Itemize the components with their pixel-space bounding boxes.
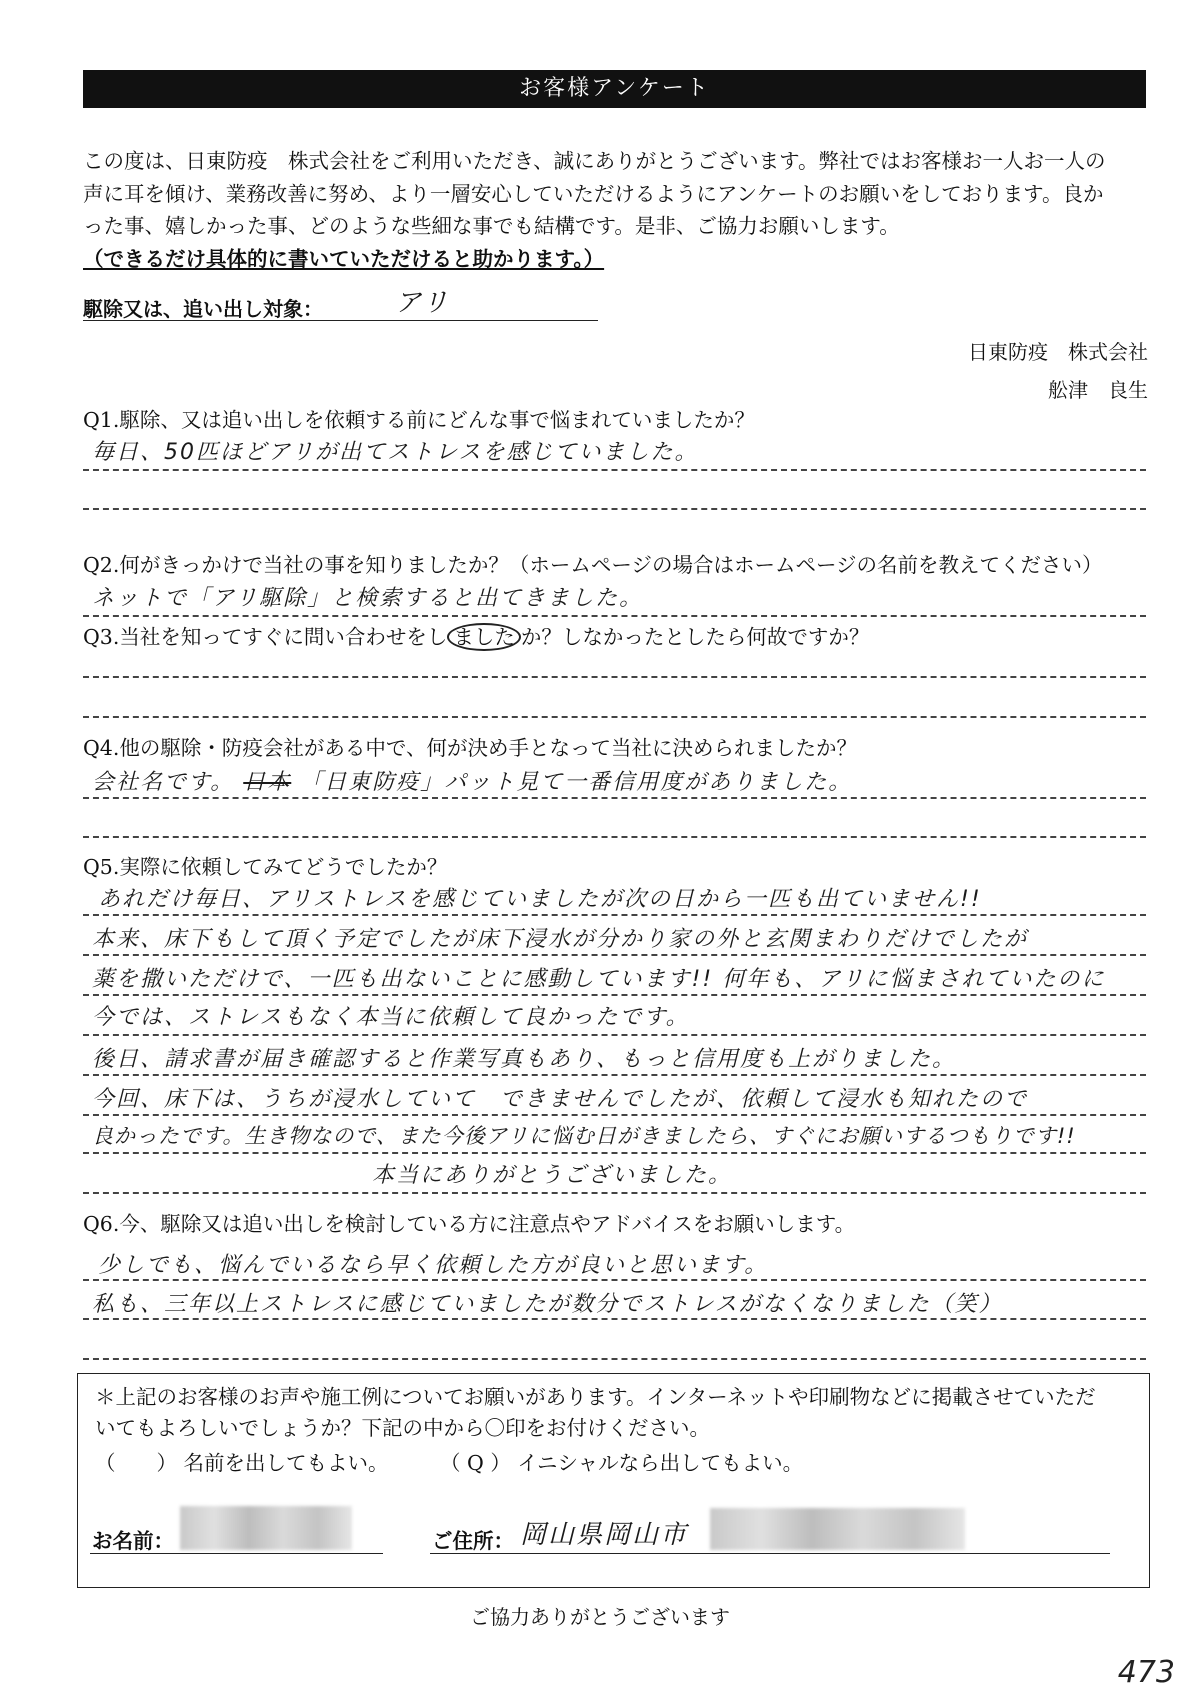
q5-answer-line: 今では、ストレスもなく本当に依頼して良かったです。 [92, 1005, 690, 1030]
q4-question: Q4.他の駆除・防疫会社がある中で、何が決め手となって当社に決められましたか？ [83, 736, 857, 760]
q2-answer: ネットで「アリ駆除」と検索すると出てきました。 [92, 586, 644, 611]
answer-line [83, 1034, 1146, 1036]
option-initial-mark[interactable]: （ Q ） [440, 1451, 511, 1475]
q4-answer-end: 「日東防疫」パット見て一番信用度がありました。 [300, 770, 853, 795]
answer-line [83, 954, 1146, 956]
answer-line [83, 615, 1146, 617]
q5-answer-line: 良かったです。生き物なので、また今後アリに悩む日がきましたら、すぐにお願いするつもりです!! [92, 1124, 1076, 1148]
q5-question: Q5.実際に依頼してみてどうでしたか？ [83, 855, 448, 879]
q1-answer: 毎日、50匹ほどアリが出てストレスを感じていました。 [92, 440, 699, 465]
q3-circled-answer: ました [447, 623, 521, 651]
target-label: 駆除又は、追い出し対象： [83, 297, 323, 321]
footer-thanks: ご協力ありがとうございます [470, 1605, 730, 1629]
option-name[interactable] [95, 1446, 389, 1476]
answer-line [83, 469, 1146, 471]
answer-line [83, 1074, 1146, 1076]
q3-question-end: か？しなかったとしたら何故ですか？ [520, 625, 870, 649]
answer-line [83, 914, 1146, 916]
q5-answer-line: 本来、床下もして頂く予定でしたが床下浸水が分かり家の外と玄関まわりだけでしたが [92, 927, 1029, 952]
q4-answer-struck: 日本 [243, 770, 292, 795]
address-underline [430, 1553, 1110, 1554]
answer-line [83, 1192, 1146, 1194]
q4-answer [92, 765, 852, 796]
q6-answer-line: 少しでも、悩んでいるなら早く依頼した方が良いと思います。 [98, 1253, 769, 1278]
survey-title: お客様アンケート [83, 70, 1146, 108]
consent-text [95, 1382, 1140, 1444]
option-name-mark[interactable]: （ ） [95, 1451, 177, 1475]
target-value: アリ [395, 288, 450, 318]
q5-answer-line: 本当にありがとうございました。 [372, 1163, 733, 1188]
option-initial[interactable] [440, 1446, 803, 1476]
intro-note: （できるだけ具体的に書いていただけると助かります。） [83, 246, 605, 271]
company-block [968, 333, 1148, 409]
name-label: お名前： [92, 1529, 174, 1553]
q5-answer-line: 薬を撒いただけで、一匹も出ないことに感動しています!! 何年も、アリに悩まされていたのに [92, 967, 1106, 992]
option-name-label: 名前を出してもよい。 [183, 1451, 389, 1475]
consent-line-1: ＊上記のお客様のお声や施工例についてお願いがあります。インターネットや印刷物などに掲載させていただ [95, 1385, 1096, 1409]
q6-question: Q6.今、駆除又は追い出しを検討している方に注意点やアドバイスをお願いします。 [83, 1212, 856, 1236]
answer-line [83, 716, 1146, 718]
company-person: 舩津 良生 [1048, 378, 1148, 402]
q6-answer-line: 私も、三年以上ストレスに感じていましたが数分でストレスがなくなりました（笑） [92, 1292, 1003, 1317]
answer-line [83, 1114, 1146, 1116]
answer-line [83, 1152, 1146, 1154]
answer-line [83, 676, 1146, 678]
q3-question-start: Q3.当社を知ってすぐに問い合わせをし [83, 625, 448, 649]
option-initial-label: イニシャルなら出してもよい。 [517, 1451, 804, 1475]
consent-line-2: いてもよろしいでしょうか？下記の中から〇印をお付けください。 [95, 1416, 710, 1440]
answer-line [83, 1318, 1146, 1320]
intro-line-3: った事、嬉しかった事、どのような些細な事でも結構です。是非、ご協力お願いします。 [83, 214, 900, 238]
page-number: 473 [1117, 1655, 1175, 1690]
name-underline [90, 1553, 383, 1554]
answer-line [83, 994, 1146, 996]
q3-question [83, 620, 869, 650]
answer-line [83, 1358, 1146, 1360]
q1-question: Q1.駆除、又は追い出しを依頼する前にどんな事で悩まれていましたか？ [83, 408, 755, 432]
answer-line [83, 1279, 1146, 1281]
company-name: 日東防疫 株式会社 [968, 340, 1148, 364]
q4-answer-start: 会社名です。 [92, 770, 235, 795]
q2-question: Q2.何がきっかけで当社の事を知りましたか？（ホームページの場合はホームページの名前を教えてください） [83, 553, 1103, 577]
address-value: 岡山県岡山市 [520, 1520, 689, 1550]
target-underline [83, 320, 598, 321]
q5-answer-line: 今回、床下は、うちが浸水していて できませんでしたが、依頼して浸水も知れたので [92, 1087, 1029, 1112]
answer-line [83, 797, 1146, 799]
q5-answer-line: 後日、請求書が届き確認すると作業写真もあり、もっと信用度も上がりました。 [92, 1047, 957, 1072]
intro-line-1: この度は、日東防疫 株式会社をご利用いただき、誠にありがとうございます。弊社ではお客様お一人お一人の [83, 149, 1106, 173]
intro-text [83, 145, 1153, 275]
answer-line [83, 508, 1146, 510]
address-label: ご住所： [432, 1529, 514, 1553]
q5-answer-line: あれだけ毎日、アリストレスを感じていましたが次の日から一匹も出ていません!! [98, 887, 982, 912]
intro-line-2: 声に耳を傾け、業務改善に努め、より一層安心していただけるようにアンケートのお願いをしております。良か [83, 181, 1104, 206]
answer-line [83, 836, 1146, 838]
name-redacted [180, 1506, 352, 1550]
address-redacted [710, 1508, 965, 1550]
